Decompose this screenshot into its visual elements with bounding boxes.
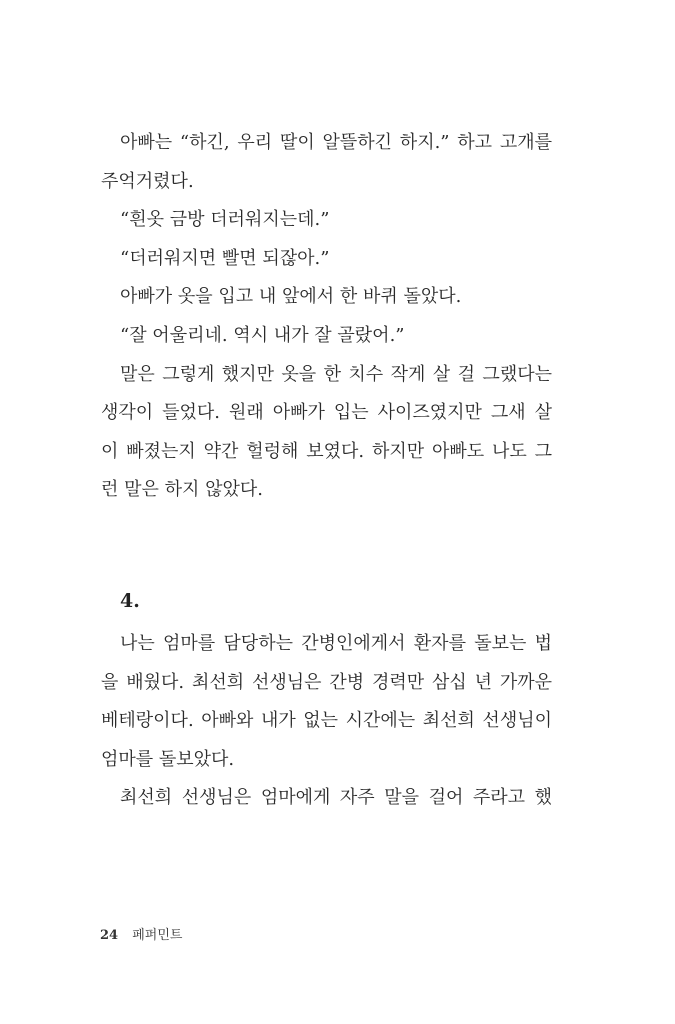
page-footer	[100, 924, 182, 943]
text-line: 말은 그렇게 했지만 옷을 한 치수 작게 살 걸 그랬다는	[120, 363, 552, 385]
text-line: 생각이 들었다. 원래 아빠가 입는 사이즈였지만 그새 살	[101, 402, 552, 424]
text-line: “더러워지면 빨면 되잖아.”	[120, 247, 330, 269]
text-line: 최선희 선생님은 엄마에게 자주 말을 걸어 주라고 했	[120, 787, 552, 809]
text-line: 을 배웠다. 최선희 선생님은 간병 경력만 삼십 년 가까운	[101, 671, 552, 693]
text-line: 아빠가 옷을 입고 내 앞에서 한 바퀴 돌았다.	[120, 286, 462, 308]
text-line: “잘 어울리네. 역시 내가 잘 골랐어.”	[120, 325, 405, 346]
text-line: 엄마를 돌보았다.	[101, 748, 235, 770]
text-line: 아빠는 “하긴, 우리 딸이 알뜰하긴 하지.” 하고 고개를	[120, 132, 552, 153]
text-line: “흰옷 금방 더러워지는데.”	[120, 209, 330, 231]
running-title: 페퍼민트	[132, 928, 183, 943]
text-line: 베테랑이다. 아빠와 내가 없는 시간에는 최선희 선생님이	[101, 710, 552, 732]
text-line: 주억거렸다.	[101, 170, 194, 192]
text-line: 나는 엄마를 담당하는 간병인에게서 환자를 돌보는 법	[120, 633, 552, 654]
text-line: 런 말은 하지 않았다.	[101, 479, 263, 501]
text-line: 이 빠졌는지 약간 헐렁해 보였다. 하지만 아빠도 나도 그	[101, 440, 552, 462]
page-number: 24	[100, 928, 119, 943]
section-heading: 4.	[120, 590, 140, 612]
